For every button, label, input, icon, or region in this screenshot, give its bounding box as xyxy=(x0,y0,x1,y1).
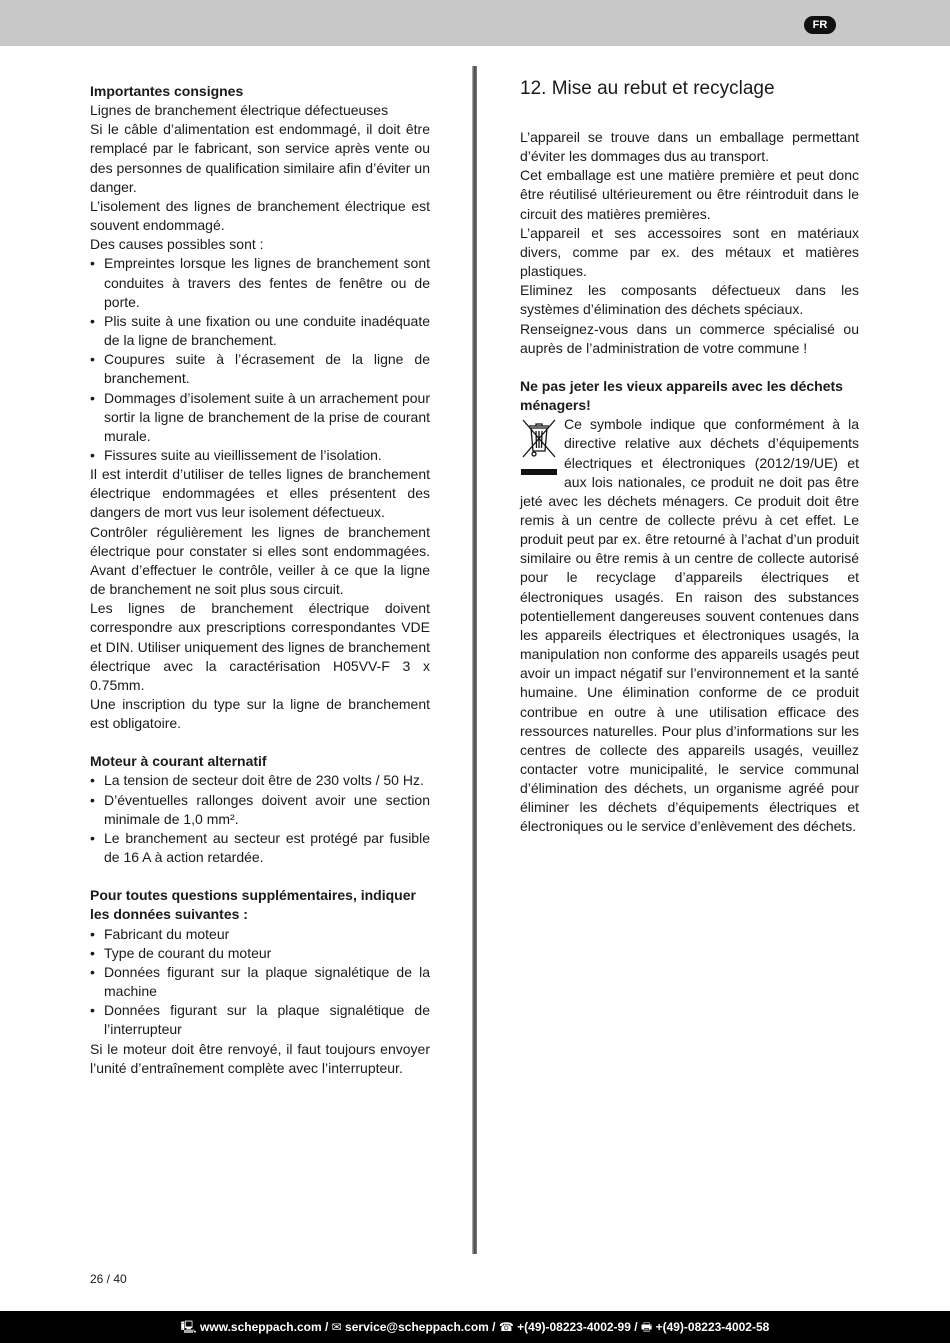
list-item: • Le branchement au secteur est protégé par fusible de 16 A à action retardée. xyxy=(90,829,430,867)
paragraph: Cet emballage est une matière première et peut donc être réutilisé ultérieurement ou être réintroduit dans le circuit des matières premières. xyxy=(520,167,859,222)
paragraph: Lignes de branchement électrique défectueuses xyxy=(90,102,389,119)
paragraph: L’appareil et ses accessoires sont en matériaux divers, comme par ex. des métaux et matières plastiques. xyxy=(520,224,859,280)
paragraph: Les lignes de branchement électrique doivent correspondre aux prescriptions correspondantes VDE et DIN. Utiliser uniquement des lignes de branchement électrique avec la caractérisation H05VV-F 3 x 0.75mm. xyxy=(90,600,430,693)
right-column xyxy=(520,77,859,837)
list-item: • Fabricant du moteur xyxy=(90,925,430,944)
paragraph: Si le moteur doit être renvoyé, il faut toujours envoyer l’unité d’entraînement complète avec l’interrupteur. xyxy=(90,1040,430,1076)
footer-website[interactable]: www.scheppach.com xyxy=(200,1320,322,1334)
paragraph: Il est interdit d’utiliser de telles lignes de branchement électrique endommagées et elles présentent des dangers de mort vus leur isolement défectueux. xyxy=(90,466,430,521)
list-item: • Données figurant sur la plaque signalétique de l’interrupteur xyxy=(90,1001,430,1039)
page-number: 26 / 40 xyxy=(90,1272,127,1286)
section-title-disposal: 12. Mise au rebut et recyclage xyxy=(520,78,775,99)
list-item: • Données figurant sur la plaque signalétique de la machine xyxy=(90,963,430,1001)
list-item: • Coupures suite à l’écrasement de la ligne de branchement. xyxy=(90,350,430,388)
paragraph: L’isolement des lignes de branchement électrique est souvent endommagé. xyxy=(90,197,430,234)
paragraph: Renseignez-vous dans un commerce spécialisé ou auprès de l’administration de votre commune ! xyxy=(520,320,859,356)
left-column xyxy=(90,82,430,1078)
crossed-out-wheelie-bin-icon xyxy=(520,417,558,477)
paragraph: Si le câble d’alimentation est endommagé, il doit être remplacé par le fabricant, son service après vente ou des personnes de qualification similaire afin d’éviter un danger. xyxy=(90,121,430,195)
fax-icon: 🖶 xyxy=(640,1320,653,1334)
paragraph: Des causes possibles sont : xyxy=(90,236,264,253)
computer-icon: 🖳 xyxy=(180,1320,197,1334)
list-item: • Fissures suite au vieillissement de l’isolation. xyxy=(90,446,430,465)
footer-fax: +(49)-08223-4002-58 xyxy=(655,1320,770,1334)
paragraph: Une inscription du type sur la ligne de branchement est obligatoire. xyxy=(90,696,430,732)
paragraph: Contrôler régulièrement les lignes de branchement électrique pour constater si elles sont endommagées. Avant d’effectuer le contrôle, veiller à ce que la ligne de branchement ne soit plus sous circuit. xyxy=(90,523,430,598)
weee-block xyxy=(520,415,859,836)
footer-email[interactable]: service@scheppach.com xyxy=(345,1320,489,1334)
language-badge: FR xyxy=(804,16,836,34)
section-subtitle-weee: Ne pas jeter les vieux appareils avec les déchets ménagers! xyxy=(520,377,843,414)
paragraph: Ce symbole indique que conformément à la directive relative aux déchets d’équipements électriques et électroniques (2012/19/UE) et aux lois nationales, ce produit ne doit pas être jeté avec les déchets ménagers. Ce produit doit être remis à un centre de collecte prévu à cet effet. Le produit peut par ex. être retourné à l’achat d’un produit similaire ou être remis à un centre de collecte autorisé pour le recyclage d’appareils électriques et électroniques usagés. En raison des substances potentiellement dangereuses souvent contenues dans les appareils électriques et électroniques usagés, la manipulation non conforme des appareils usagés peut avoir un impact négatif sur l’environnement et la santé humaine. Une élimination conforme de ce produit contribue en outre à une utilisation efficace des ressources naturelles. Pour plus d’informations sur les centres de collecte des appareils usagés, veuillez contacter votre municipalité, le service communal d’élimination des déchets, un organisme agréé pour éliminer les déchets d’équipements électriques et électroniques ou le service d’enlèvement des déchets. xyxy=(520,416,859,835)
footer-bar: 🖳 www.scheppach.com / ✉ service@scheppach.com / ☎ +(49)-08223-4002-99 / 🖶 +(49)-08223-4002-58 xyxy=(0,1311,950,1343)
header-bar xyxy=(0,0,950,46)
bullet-list-data xyxy=(90,925,430,1040)
column-divider xyxy=(472,66,477,1254)
list-item: • Type de courant du moteur xyxy=(90,944,430,963)
email-icon: ✉ xyxy=(331,1320,342,1334)
list-item: • La tension de secteur doit être de 230 volts / 50 Hz. xyxy=(90,771,430,790)
paragraph: L’appareil se trouve dans un emballage permettant d’éviter les dommages dus au transport. xyxy=(520,129,859,165)
paragraph: Eliminez les composants défectueux dans les systèmes d’élimination des déchets spéciaux. xyxy=(520,282,859,318)
list-item: • Dommages d’isolement suite à un arrachement pour sortir la ligne de branchement de la prise de courant murale. xyxy=(90,389,430,446)
list-item: • Empreintes lorsque les lignes de branchement sont conduites à travers des fentes de fenêtre ou de porte. xyxy=(90,254,430,311)
list-item: • D’éventuelles rallonges doivent avoir une section minimale de 1,0 mm². xyxy=(90,791,430,829)
section-title-questions: Pour toutes questions supplémentaires, indiquer les données suivantes : xyxy=(90,887,416,923)
list-item: • Plis suite à une fixation ou une conduite inadéquate de la ligne de branchement. xyxy=(90,312,430,350)
section-title-motor: Moteur à courant alternatif xyxy=(90,753,267,770)
phone-icon: ☎ xyxy=(498,1320,514,1334)
section-title-safety: Importantes consignes xyxy=(90,83,244,99)
bullet-list-causes xyxy=(90,254,430,465)
bullet-list-motor xyxy=(90,771,430,867)
footer-phone: +(49)-08223-4002-99 xyxy=(517,1320,631,1334)
